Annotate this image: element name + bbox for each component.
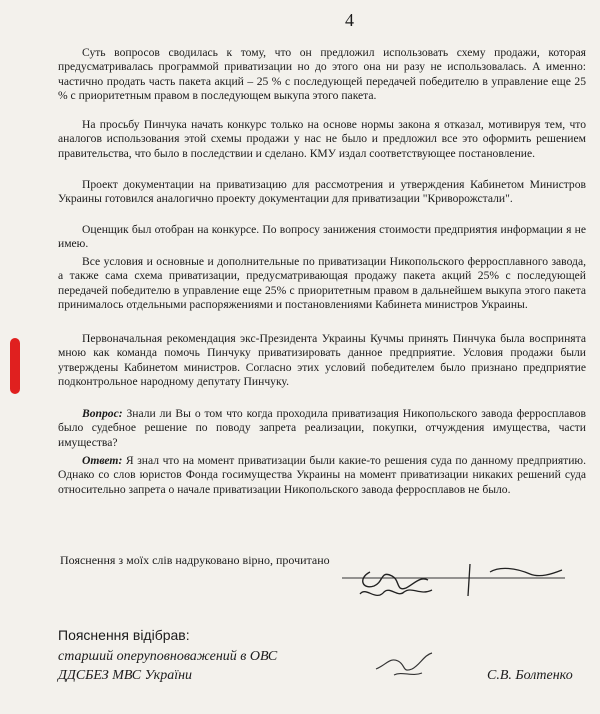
taker-role-line-2: ДДСБЕЗ МВС України	[58, 668, 193, 683]
officer-signature	[372, 647, 442, 681]
taker-role-line-1: старший оперуповноважений в ОВС	[58, 649, 278, 664]
question-text: Знали ли Вы о том что когда проходила приватизация Никопольского завода ферросплавов было судебное решение по поводу запрета реализации, покупки, отчуждения имущества, части имущества?	[58, 407, 586, 449]
paragraph-4: Оценщик был отобран на конкурсе. По вопросу занижения стоимости предприятия информации я не имею.	[58, 223, 586, 251]
paragraph-5: Все условия и основные и дополнительные по приватизации Никопольского ферросплавного завода, а также сама схема приватизации, предусматривающая продажу пакета акций 25% с последующей передачей победителю в управление еще 25% с приоритетным правом в дальнейшем выкупа этого пакета принималось отдельными распоряжениями и постановлениями Кабинета министров Украины.	[58, 255, 586, 312]
signature-line-text: Пояснення з моїх слів надруковано вірно, прочитано	[60, 553, 330, 567]
paragraph-2: На просьбу Пинчука начать конкурс только на основе нормы закона я отказал, мотивируя тем, что аналогов использования этой схемы продажи у нас не было и предложил все это оформить решением правительства, что было в последствии и сделано. КМУ издал соответствующее постановление.	[58, 118, 586, 160]
paragraph-6: Первоначальная рекомендация экс-Президента Украины Кучмы принять Пинчука была воспринята мною как команда помочь Пинчуку приватизировать данное предприятие. Условия продажи были утверждены Кабинетом министров. Согласно этих условий победителем было признано предприятие подконтрольное народному депутату Пинчуку.	[58, 332, 586, 389]
question-block	[58, 407, 586, 450]
page-number: 4	[345, 10, 354, 30]
handwritten-signature	[340, 556, 570, 612]
taker-heading: Пояснення відібрав:	[58, 627, 190, 643]
paragraph-1: Суть вопросов сводилась к тому, что он предложил использовать схему продажи, которая предусматривалась программой приватизации но до этого она ни разу не использовалась. А именно: частично продать часть пакета акций – 25 % с последующей передачей победителю в управление еще 25 % с приоритетным правом в последующем выкупа этого пакета.	[58, 46, 586, 103]
red-highlight-mark	[10, 338, 20, 394]
taker-name: С.В. Болтенко	[487, 668, 573, 683]
answer-label: Ответ:	[82, 454, 123, 467]
paragraph-3: Проект документации на приватизацию для рассмотрения и утверждения Кабинетом Министров Украины готовился аналогично проекту документации для приватизации "Криворожстали".	[58, 178, 586, 206]
question-label: Вопрос:	[82, 407, 123, 420]
answer-block	[58, 454, 586, 497]
answer-text: Я знал что на момент приватизации были какие-то решения суда по данному предприятию. Однако со слов юристов Фонда госимущества Украины на момент приватизации никаких решений суда относительно запрета о начале приватизации Никопольского завода ферросплавов не было.	[58, 454, 586, 496]
